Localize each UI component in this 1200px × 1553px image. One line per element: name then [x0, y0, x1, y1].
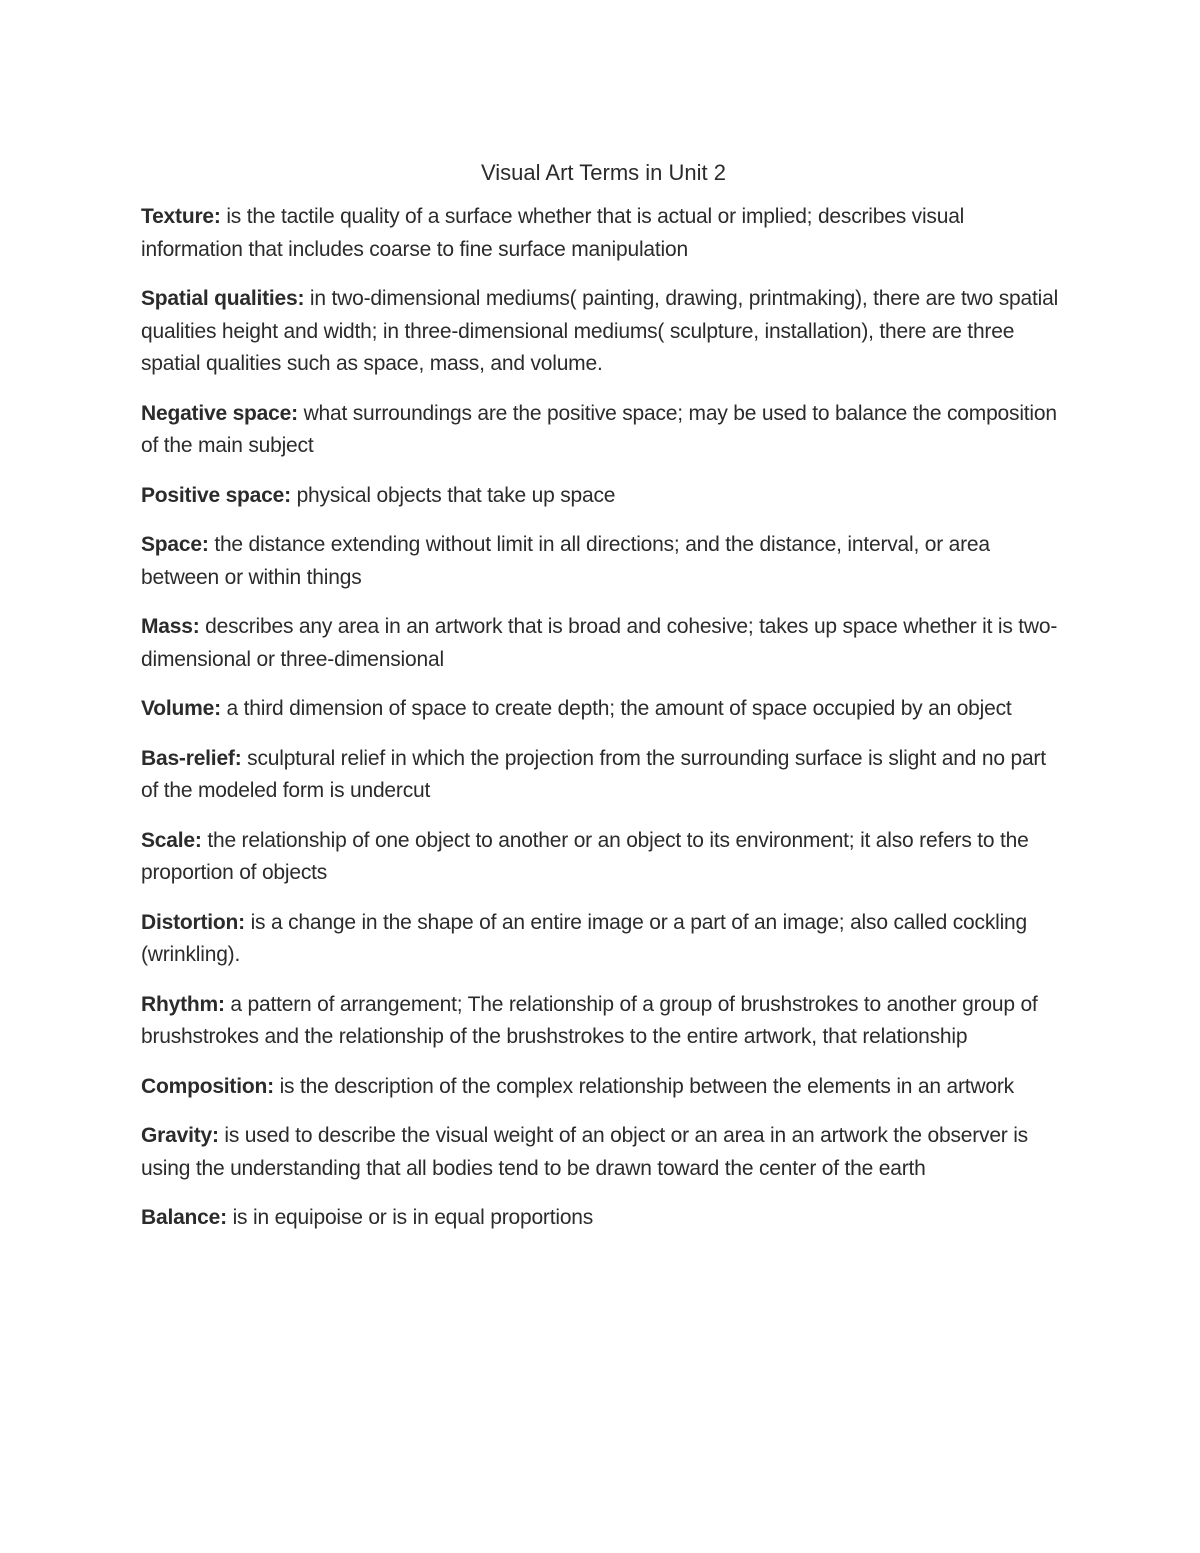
term-composition	[141, 1071, 1066, 1104]
term-mass	[141, 611, 1066, 676]
document-page	[141, 156, 1066, 1252]
term-bas-relief	[141, 743, 1066, 808]
term-scale	[141, 825, 1066, 890]
term-definition: describes any area in an artwork that is broad and cohesive; takes up space whether it is two-dimensional or three-dimensional	[141, 615, 1058, 671]
term-label: Mass:	[141, 615, 200, 638]
term-space	[141, 529, 1066, 594]
term-label: Space:	[141, 533, 209, 556]
term-label: Spatial qualities:	[141, 287, 305, 310]
term-label: Composition:	[141, 1074, 274, 1098]
term-distortion	[141, 907, 1066, 972]
term-label: Texture:	[141, 205, 221, 228]
term-definition: is the description of the complex relationship between the elements in an artwork	[279, 1074, 1014, 1098]
term-volume	[141, 693, 1066, 726]
term-label: Negative space:	[141, 401, 298, 425]
term-rhythm	[141, 989, 1066, 1054]
term-label: Distortion:	[141, 910, 245, 934]
term-label: Bas-relief:	[141, 746, 242, 770]
term-definition: sculptural relief in which the projection from the surrounding surface is slight and no part of the modeled form is undercut	[141, 746, 1046, 802]
term-definition: a third dimension of space to create depth; the amount of space occupied by an object	[226, 697, 1012, 720]
term-definition: what surroundings are the positive space; may be used to balance the composition of the main subject	[141, 401, 1057, 457]
term-label: Gravity:	[141, 1124, 219, 1147]
term-definition: is used to describe the visual weight of an object or an area in an artwork the observer is using the understanding that all bodies tend to be drawn toward the center of the earth	[141, 1124, 1028, 1180]
document-title: Visual Art Terms in Unit 2	[481, 160, 726, 185]
term-definition: is a change in the shape of an entire image or a part of an image; also called cockling (wrinkling).	[141, 910, 1028, 966]
term-definition: the relationship of one object to another or an object to its environment; it also refers to the proportion of objects	[141, 828, 1029, 884]
term-definition: the distance extending without limit in all directions; and the distance, interval, or area between or within things	[141, 533, 990, 589]
term-gravity	[141, 1120, 1066, 1185]
term-negative-space	[141, 398, 1066, 463]
term-label: Balance:	[141, 1206, 227, 1229]
term-definition: is the tactile quality of a surface whether that is actual or implied; describes visual information that includes coarse to fine surface manipulation	[141, 205, 965, 261]
term-label: Volume:	[141, 697, 221, 720]
term-definition: physical objects that take up space	[296, 483, 616, 507]
term-spatial-qualities	[141, 283, 1066, 381]
term-balance	[141, 1202, 1066, 1235]
term-definition: a pattern of arrangement; The relationship of a group of brushstrokes to another group of brushstrokes and the relationship of the brushstrokes to the entire artwork, that relationship	[141, 992, 1038, 1048]
term-positive-space	[141, 480, 1066, 513]
term-texture	[141, 201, 1066, 266]
term-definition: in two-dimensional mediums( painting, drawing, printmaking), there are two spatial qualities height and width; in three-dimensional mediums( sculpture, installation), there are three spatial qualities such as space, mass, and volume.	[141, 287, 1059, 375]
term-label: Scale:	[141, 828, 202, 852]
term-label: Rhythm:	[141, 992, 225, 1016]
term-label: Positive space:	[141, 483, 291, 507]
term-definition: is in equipoise or is in equal proportions	[232, 1206, 594, 1229]
